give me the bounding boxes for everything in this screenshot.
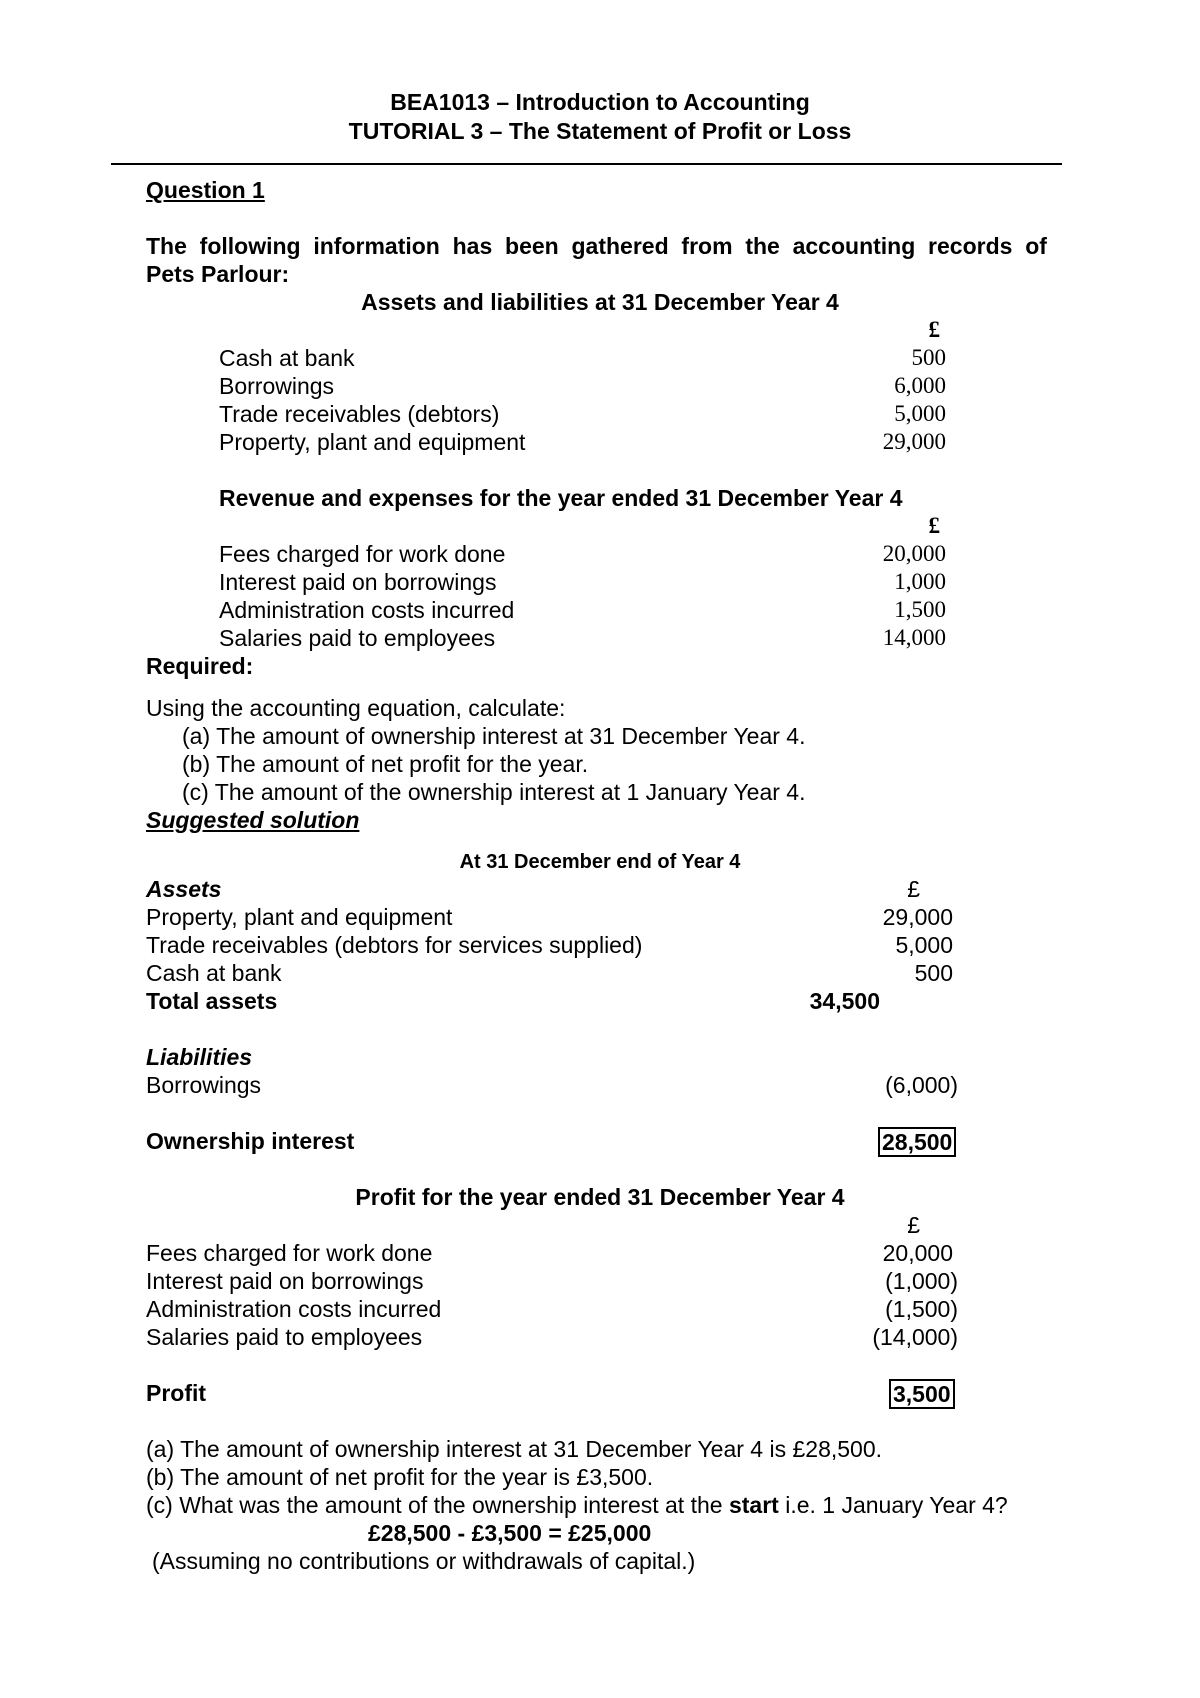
table-row-value: 29,000 (882, 429, 946, 454)
answer-b: (b) The amount of net profit for the year is £3,500. (146, 1464, 654, 1490)
question-heading: Question 1 (146, 177, 265, 203)
answer-c-before: (c) What was the amount of the ownership interest at the (146, 1492, 729, 1518)
table-row-label: Borrowings (219, 373, 335, 399)
table-row-label: Trade receivables (debtors for services supplied) (146, 932, 643, 958)
answer-note: (Assuming no contributions or withdrawals of capital.) (152, 1548, 696, 1574)
table-row-label: Administration costs incurred (219, 597, 515, 623)
table-row-label: Administration costs incurred (146, 1296, 442, 1322)
table-row-value: 29,000 (882, 904, 953, 930)
table-row-value: 500 (914, 960, 953, 986)
liabilities-label: Liabilities (146, 1044, 253, 1070)
table-row-label: Property, plant and equipment (146, 904, 453, 930)
table-row-label: Cash at bank (146, 960, 282, 986)
answer-c-emphasis: start (728, 1492, 779, 1518)
solution-heading: Suggested solution (146, 807, 360, 833)
answer-c (146, 1491, 1008, 1519)
assets-table-title: Assets and liabilities at 31 December Year 4 (361, 289, 839, 315)
table-row-value: 14,000 (882, 625, 946, 650)
question-intro-line1: The following information has been gathered from the accounting records of (146, 233, 1047, 259)
table-row-value: (6,000) (885, 1072, 958, 1098)
question-intro-line2: Pets Parlour: (146, 261, 290, 287)
profit-value: 3,500 (889, 1379, 955, 1409)
table-row-label: Cash at bank (219, 345, 355, 371)
table-row-value: (1,000) (885, 1268, 958, 1294)
total-assets-label: Total assets (146, 988, 278, 1014)
answer-a: (a) The amount of ownership interest at 31 December Year 4 is £28,500. (146, 1436, 883, 1462)
table-row-label: Fees charged for work done (146, 1240, 433, 1266)
table-row-label: Interest paid on borrowings (146, 1268, 424, 1294)
table-row-value: (1,500) (885, 1296, 958, 1322)
assets-currency: £ (928, 317, 940, 342)
table-row-label: Property, plant and equipment (219, 429, 526, 455)
balance-title: At 31 December end of Year 4 (459, 851, 741, 873)
required-item-b: (b) The amount of net profit for the year. (182, 751, 589, 777)
table-row-label: Trade receivables (debtors) (219, 401, 500, 427)
table-row-label: Interest paid on borrowings (219, 569, 497, 595)
required-intro: Using the accounting equation, calculate: (146, 695, 566, 721)
table-row-label: Salaries paid to employees (146, 1324, 423, 1350)
revenue-table-title: Revenue and expenses for the year ended 31 December Year 4 (219, 485, 903, 511)
profit-label: Profit (146, 1380, 207, 1406)
table-row-value: 20,000 (882, 1240, 953, 1266)
profit-title: Profit for the year ended 31 December Year 4 (355, 1184, 845, 1210)
answer-equation: £28,500 - £3,500 = £25,000 (368, 1520, 652, 1546)
assets-label: Assets (146, 876, 222, 902)
answer-c-after: i.e. 1 January Year 4? (778, 1492, 1008, 1518)
required-item-c: (c) The amount of the ownership interest at 1 January Year 4. (182, 779, 806, 805)
profit-currency: £ (907, 1212, 920, 1238)
table-row-value: 20,000 (882, 541, 946, 566)
ownership-interest-value: 28,500 (878, 1127, 956, 1157)
tutorial-title: TUTORIAL 3 – The Statement of Profit or Loss (348, 118, 852, 144)
total-assets-value: 34,500 (809, 988, 880, 1014)
table-row-label: Fees charged for work done (219, 541, 506, 567)
table-row-value: 6,000 (894, 373, 946, 398)
table-row-value: 5,000 (894, 401, 946, 426)
balance-currency: £ (907, 876, 920, 902)
table-row-value: 1,000 (894, 569, 946, 594)
header-divider (111, 163, 1062, 165)
table-row-value: (14,000) (872, 1324, 958, 1350)
required-label: Required: (146, 653, 254, 679)
table-row-label: Borrowings (146, 1072, 262, 1098)
table-row-label: Salaries paid to employees (219, 625, 496, 651)
course-title: BEA1013 – Introduction to Accounting (390, 89, 810, 115)
ownership-interest-label: Ownership interest (146, 1128, 355, 1154)
table-row-value: 5,000 (895, 932, 953, 958)
table-row-value: 1,500 (894, 597, 946, 622)
revenue-currency: £ (928, 513, 940, 538)
table-row-value: 500 (911, 345, 946, 370)
required-item-a: (a) The amount of ownership interest at 31 December Year 4. (182, 723, 806, 749)
